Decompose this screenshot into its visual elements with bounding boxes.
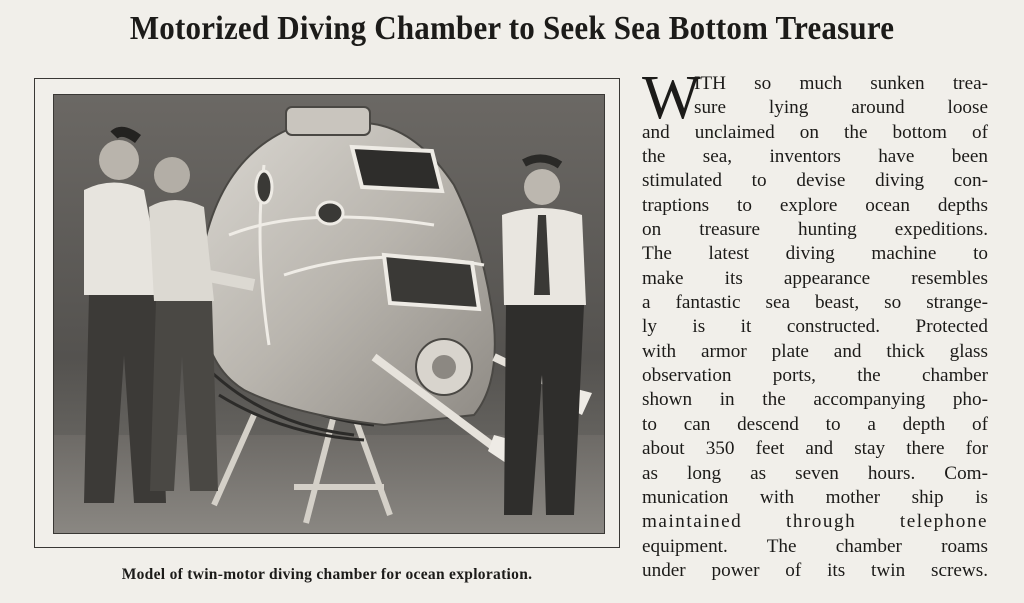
drop-cap: W [642, 64, 701, 132]
article-line: maintained through telephone [642, 511, 988, 533]
article-line: a fantastic sea beast, so strange- [642, 292, 988, 314]
diving-chamber-photo [53, 94, 605, 534]
upper-observation-port [352, 147, 442, 191]
article-line: shown in the accompanying pho- [642, 389, 988, 411]
article-body [642, 64, 988, 583]
article-line: about 350 feet and stay there for [642, 438, 988, 460]
photo-caption: Model of twin-motor diving chamber for ocean exploration. [121, 566, 533, 583]
article-line: under power of its twin screws. [642, 559, 988, 581]
small-porthole [256, 171, 272, 203]
article-line: ly is it constructed. Protected [642, 316, 988, 338]
center-propeller-hub [432, 355, 456, 379]
article-line: equipment. The chamber roams [642, 535, 988, 557]
photo-illustration [54, 95, 604, 533]
article-line: munication with mother ship is [642, 486, 988, 508]
article-line: The latest diving machine to [642, 243, 988, 265]
article-line: to can descend to a depth of [642, 413, 988, 435]
article-line: observation ports, the chamber [642, 365, 988, 387]
article-line: the sea, inventors have been [642, 146, 988, 168]
article-line: on treasure hunting expeditions. [642, 219, 988, 241]
article-line: make its appearance resembles [642, 267, 988, 289]
article-line: ITH so much sunken trea- [694, 73, 988, 94]
article-line: stimulated to devise diving con- [642, 170, 988, 192]
article-line: and unclaimed on the bottom of [642, 121, 988, 143]
side-porthole [317, 202, 343, 224]
article-line: traptions to explore ocean depths [642, 194, 988, 216]
article-line: as long as seven hours. Com- [642, 462, 988, 484]
top-hatch [286, 107, 370, 135]
photo-frame [34, 78, 620, 548]
lower-observation-port [384, 255, 479, 309]
headline: Motorized Diving Chamber to Seek Sea Bottom Treasure [129, 8, 895, 47]
article-line: sure lying around loose [694, 97, 988, 119]
article-line: with armor plate and thick glass [642, 340, 988, 362]
